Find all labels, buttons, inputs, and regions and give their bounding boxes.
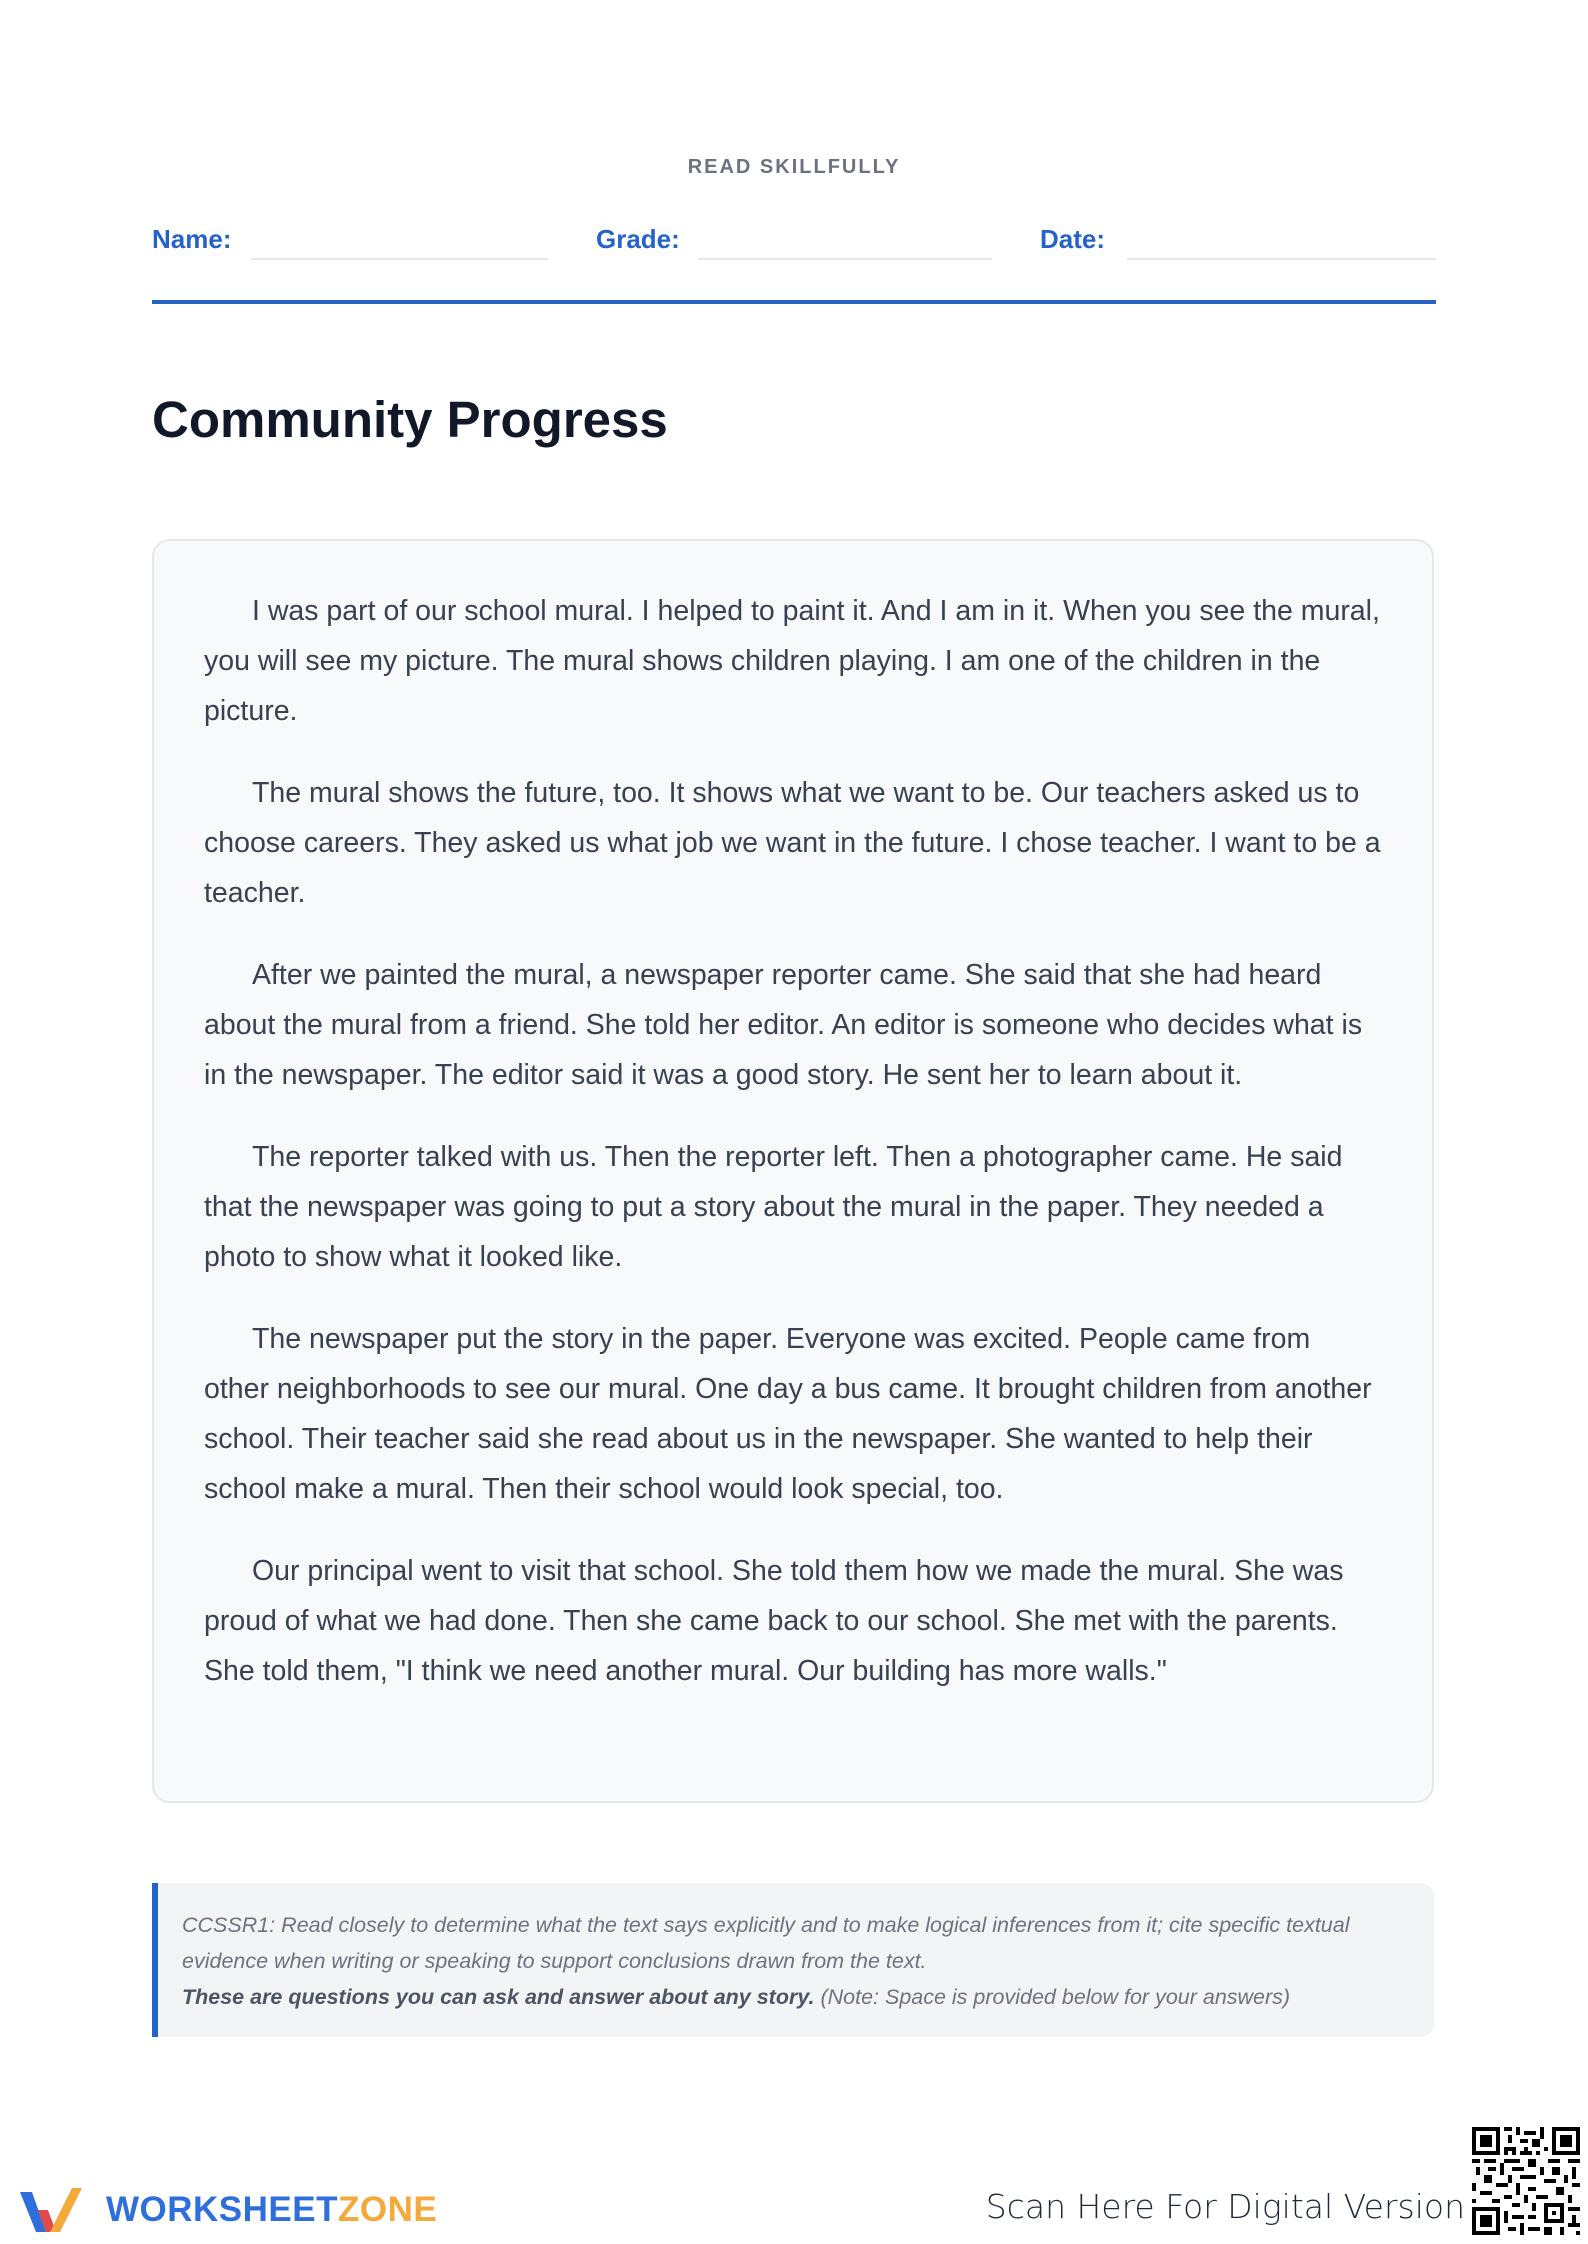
- student-info-fields: [152, 222, 1436, 262]
- page-title: Community Progress: [152, 391, 668, 448]
- passage-paragraph: The newspaper put the story in the paper. Everyone was excited. People came from other neighborhoods to see our mural. One day a bus came. It brought children from another school. Their teacher said she read about us in the newspaper. She wanted to help their school make a mural. Then their school would look special, too.: [204, 1323, 1372, 1505]
- name-input-line[interactable]: [251, 258, 548, 260]
- grade-input-line[interactable]: [698, 258, 992, 260]
- passage-paragraph: The mural shows the future, too. It shows what we want to be. Our teachers asked us to choose careers. They asked us what job we want in the future. I chose teacher. I want to be a teacher.: [204, 777, 1381, 909]
- passage-paragraph: The reporter talked with us. Then the reporter left. Then a photographer came. He said that the newspaper was going to put a story about the mural in the paper. They needed a photo to show what it looked like.: [204, 1141, 1343, 1273]
- passage-paragraph: Our principal went to visit that school. She told them how we made the mural. She was proud of what we had done. Then she came back to our school. She met with the parents. She told them, "I think we need another mural. Our building has more walls.": [204, 1555, 1344, 1687]
- name-field: [152, 222, 548, 262]
- scan-caption: Scan Here For Digital Version: [985, 2187, 1465, 2226]
- worksheetzone-logo-icon: [16, 2182, 92, 2238]
- passage-paragraph: I was part of our school mural. I helped to paint it. And I am in it. When you see the mural, you will see my picture. The mural shows children playing. I am one of the children in the picture.: [204, 595, 1380, 727]
- standard-text: CCSSR1: Read closely to determine what the text says explicitly and to make logical inferences from it; cite specific textual evidence when writing or speaking to support conclusions drawn from the text.: [182, 1913, 1350, 1973]
- passage-paragraph: After we painted the mural, a newspaper reporter came. She said that she had heard about the mural from a friend. She told her editor. An editor is someone who decides what is in the newspaper. The editor said it was a good story. He sent her to learn about it.: [204, 959, 1363, 1091]
- standard-note: (Note: Space is provided below for your answers): [820, 1985, 1291, 2009]
- logo-wordmark: WORKSHEETZONE: [106, 2190, 438, 2229]
- standard-note-box: [152, 1883, 1434, 2037]
- grade-label: Grade:: [596, 224, 680, 254]
- standard-emphasis: These are questions you can ask and answer about any story.: [182, 1985, 815, 2009]
- qr-code-icon[interactable]: [1472, 2127, 1580, 2235]
- name-label: Name:: [152, 224, 232, 254]
- grade-field: [596, 222, 992, 262]
- brand-heading: READ SKILLFULLY: [687, 156, 901, 178]
- date-input-line[interactable]: [1127, 258, 1436, 260]
- date-field: [1040, 222, 1436, 262]
- reading-passage: [152, 539, 1434, 1803]
- header-divider: [152, 300, 1436, 304]
- date-label: Date:: [1040, 224, 1106, 254]
